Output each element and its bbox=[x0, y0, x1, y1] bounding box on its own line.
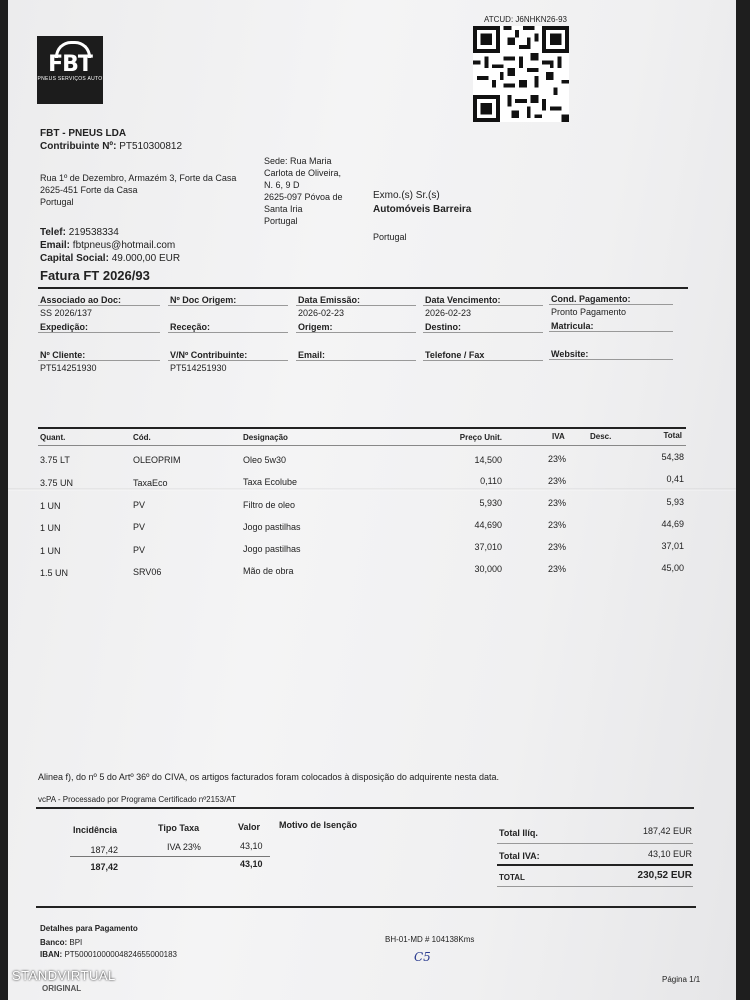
row-quant: 1 UN bbox=[40, 501, 61, 511]
matricula-label: Matricula: bbox=[551, 321, 594, 331]
iban-label: IBAN: bbox=[40, 950, 63, 959]
row-total: 45,00 bbox=[661, 563, 684, 573]
motivo-label: Motivo de Isenção bbox=[279, 820, 358, 830]
sede-line: Sede: Rua Maria bbox=[264, 156, 332, 166]
iban-value: PT50001000004824655000183 bbox=[64, 950, 178, 959]
row-cod: SRV06 bbox=[133, 567, 162, 577]
page-number: Página 1/1 bbox=[662, 975, 701, 984]
col-quant: Quant. bbox=[40, 433, 66, 442]
summary-top-border bbox=[36, 807, 694, 809]
company-address1: Rua 1º de Dezembro, Armazém 3, Forte da Casa bbox=[40, 173, 237, 183]
data-venc-label: Data Vencimento: bbox=[425, 295, 501, 305]
row-designacao: Mão de obra bbox=[243, 566, 294, 576]
col-total: Total bbox=[663, 431, 682, 440]
watermark: STANDVIRTUAL bbox=[12, 968, 116, 983]
row-quant: 1.5 UN bbox=[40, 568, 69, 578]
row-designacao: Oleo 5w30 bbox=[243, 455, 287, 465]
total-iva-label: Total IVA: bbox=[499, 851, 540, 861]
payment-title: Detalhes para Pagamento bbox=[40, 924, 138, 933]
atcud: ATCUD: J6NHKN26-93 bbox=[484, 15, 567, 24]
total-iva-value: 43,10 EUR bbox=[647, 849, 692, 859]
row-total: 37,01 bbox=[661, 541, 684, 551]
col-designacao: Designação bbox=[243, 433, 288, 442]
client-name: Automóveis Barreira bbox=[373, 204, 472, 215]
row-iva: 23% bbox=[548, 476, 567, 486]
row-total: 5,93 bbox=[666, 497, 684, 507]
row-quant: 1 UN bbox=[40, 523, 61, 533]
paper-fold bbox=[8, 488, 736, 491]
cond-pag-value: Pronto Pagamento bbox=[551, 307, 627, 317]
total-liq-label: Total Ilíq. bbox=[499, 828, 538, 838]
telefone-label: Telefone / Fax bbox=[425, 350, 485, 360]
row-designacao: Jogo pastilhas bbox=[243, 522, 301, 532]
total-liq-value: 187,42 EUR bbox=[642, 826, 692, 836]
client-greeting: Exmo.(s) Sr.(s) bbox=[373, 190, 440, 201]
row-cod: OLEOPRIM bbox=[133, 455, 181, 465]
n-cliente-label: Nº Cliente: bbox=[40, 350, 86, 360]
title-divider bbox=[38, 287, 688, 289]
sede-line: Carlota de Oliveira, bbox=[264, 168, 342, 178]
total-label: TOTAL bbox=[499, 873, 525, 882]
row-preco: 37,010 bbox=[474, 542, 502, 552]
origem-label: Origem: bbox=[298, 322, 333, 332]
row-iva: 23% bbox=[548, 520, 567, 530]
banco-line bbox=[40, 938, 82, 947]
sede-line: Santa Iria bbox=[264, 204, 303, 214]
company-phone: 219538334 bbox=[68, 227, 119, 238]
destino-label: Destino: bbox=[425, 322, 461, 332]
tipo-taxa-label: Tipo Taxa bbox=[158, 823, 200, 833]
client-email-label: Email: bbox=[298, 350, 326, 360]
col-cod: Cód. bbox=[133, 433, 151, 442]
original-label: ORIGINAL bbox=[42, 984, 82, 993]
software-note: vcPA - Processado por Programa Certificado nº2153/AT bbox=[38, 795, 236, 804]
company-logo bbox=[37, 36, 103, 104]
website-label: Website: bbox=[551, 349, 589, 359]
company-country: Portugal bbox=[40, 197, 74, 207]
banco-value: BPI bbox=[69, 938, 83, 947]
company-phone-label: Telef: bbox=[40, 227, 66, 238]
company-email-line bbox=[40, 240, 175, 251]
rececao-label: Receção: bbox=[170, 322, 211, 332]
legal-note: Alinea f), do nº 5 do Artº 36º do CIVA, os artigos facturados foram colocados à disposição do adquirente nesta data. bbox=[38, 772, 499, 782]
sede-address bbox=[264, 155, 343, 227]
row-preco: 30,000 bbox=[474, 564, 502, 574]
handwritten-note: C5 bbox=[414, 950, 431, 964]
banco-label: Banco: bbox=[40, 938, 68, 947]
sede-line: 2625-097 Póvoa de bbox=[264, 192, 343, 202]
company-nif-line bbox=[40, 141, 182, 152]
table-top-border bbox=[38, 427, 686, 429]
col-preco: Preço Unit. bbox=[459, 433, 502, 442]
tipo-taxa-value: IVA 23% bbox=[167, 842, 201, 852]
doc-origem-label: Nº Doc Origem: bbox=[170, 295, 237, 305]
row-preco: 5,930 bbox=[479, 498, 502, 508]
cond-pag-label: Cond. Pagamento: bbox=[551, 294, 631, 304]
logo-arc-icon bbox=[55, 41, 91, 58]
company-nif-label: Contribuinte Nº: bbox=[40, 141, 117, 152]
incidencia-total: 187,42 bbox=[90, 862, 118, 872]
expedicao-label: Expedição: bbox=[40, 322, 89, 332]
client-country: Portugal bbox=[373, 232, 407, 242]
company-capital: 49.000,00 EUR bbox=[111, 253, 181, 264]
table-header-divider bbox=[38, 445, 686, 446]
company-email-label: Email: bbox=[40, 240, 71, 251]
row-iva: 23% bbox=[548, 498, 567, 508]
row-iva: 23% bbox=[548, 564, 567, 574]
n-cliente-value: PT514251930 bbox=[40, 363, 97, 373]
row-quant: 1 UN bbox=[40, 546, 61, 556]
iban-line bbox=[40, 950, 177, 959]
logo-text: FBT bbox=[48, 52, 92, 77]
row-cod: PV bbox=[133, 545, 146, 555]
logo-subtext: PNEUS SERVIÇOS AUTO bbox=[37, 76, 103, 82]
data-venc-value: 2026-02-23 bbox=[425, 308, 472, 318]
company-email: fbtpneus@hotmail.com bbox=[72, 240, 176, 251]
row-iva: 23% bbox=[548, 542, 567, 552]
company-address2: 2625-451 Forte da Casa bbox=[40, 185, 138, 195]
company-nif: PT510300812 bbox=[119, 141, 183, 152]
col-desc: Desc. bbox=[590, 432, 612, 441]
row-cod: PV bbox=[133, 500, 146, 510]
row-iva: 23% bbox=[548, 454, 567, 464]
row-quant: 3.75 LT bbox=[40, 455, 70, 465]
payment-top-border bbox=[36, 906, 696, 908]
invoice-title: Fatura FT 2026/93 bbox=[40, 268, 150, 283]
incidencia-value: 187,42 bbox=[90, 845, 118, 855]
total-value: 230,52 EUR bbox=[637, 870, 692, 881]
sede-line: Portugal bbox=[264, 216, 298, 226]
row-preco: 0,110 bbox=[480, 476, 502, 486]
vn-contrib-value: PT514251930 bbox=[170, 363, 227, 373]
data-emissao-label: Data Emissão: bbox=[298, 295, 361, 305]
row-total: 54,38 bbox=[661, 452, 684, 462]
row-preco: 44,690 bbox=[474, 520, 502, 530]
valor-total: 43,10 bbox=[240, 859, 263, 869]
company-capital-line bbox=[40, 253, 180, 264]
vn-contrib-label: V/Nº Contribuinte: bbox=[170, 350, 248, 360]
qr-code-icon bbox=[473, 26, 569, 122]
company-capital-label: Capital Social: bbox=[40, 253, 109, 264]
company-phone-line bbox=[40, 227, 119, 238]
row-preco: 14,500 bbox=[474, 455, 502, 465]
row-designacao: Filtro de oleo bbox=[243, 500, 296, 510]
valor-value: 43,10 bbox=[240, 841, 263, 851]
incidencia-label: Incidência bbox=[73, 825, 118, 835]
col-iva: IVA bbox=[552, 432, 565, 441]
tax-subtotal-divider bbox=[70, 856, 270, 857]
associado-value: SS 2026/137 bbox=[40, 308, 93, 318]
row-designacao: Jogo pastilhas bbox=[243, 544, 301, 554]
associado-label: Associado ao Doc: bbox=[40, 295, 122, 305]
row-cod: TaxaEco bbox=[133, 478, 168, 488]
sede-line: N. 6, 9 D bbox=[264, 180, 300, 190]
vehicle-info: BH-01-MD # 104138Kms bbox=[385, 935, 475, 944]
row-total: 0,41 bbox=[666, 474, 684, 484]
company-name: FBT - PNEUS LDA bbox=[40, 128, 127, 139]
valor-label: Valor bbox=[238, 822, 261, 832]
row-designacao: Taxa Ecolube bbox=[243, 477, 298, 487]
row-cod: PV bbox=[133, 522, 146, 532]
row-total: 44,69 bbox=[661, 519, 684, 529]
row-quant: 3.75 UN bbox=[40, 478, 74, 488]
data-emissao-value: 2026-02-23 bbox=[298, 308, 345, 318]
